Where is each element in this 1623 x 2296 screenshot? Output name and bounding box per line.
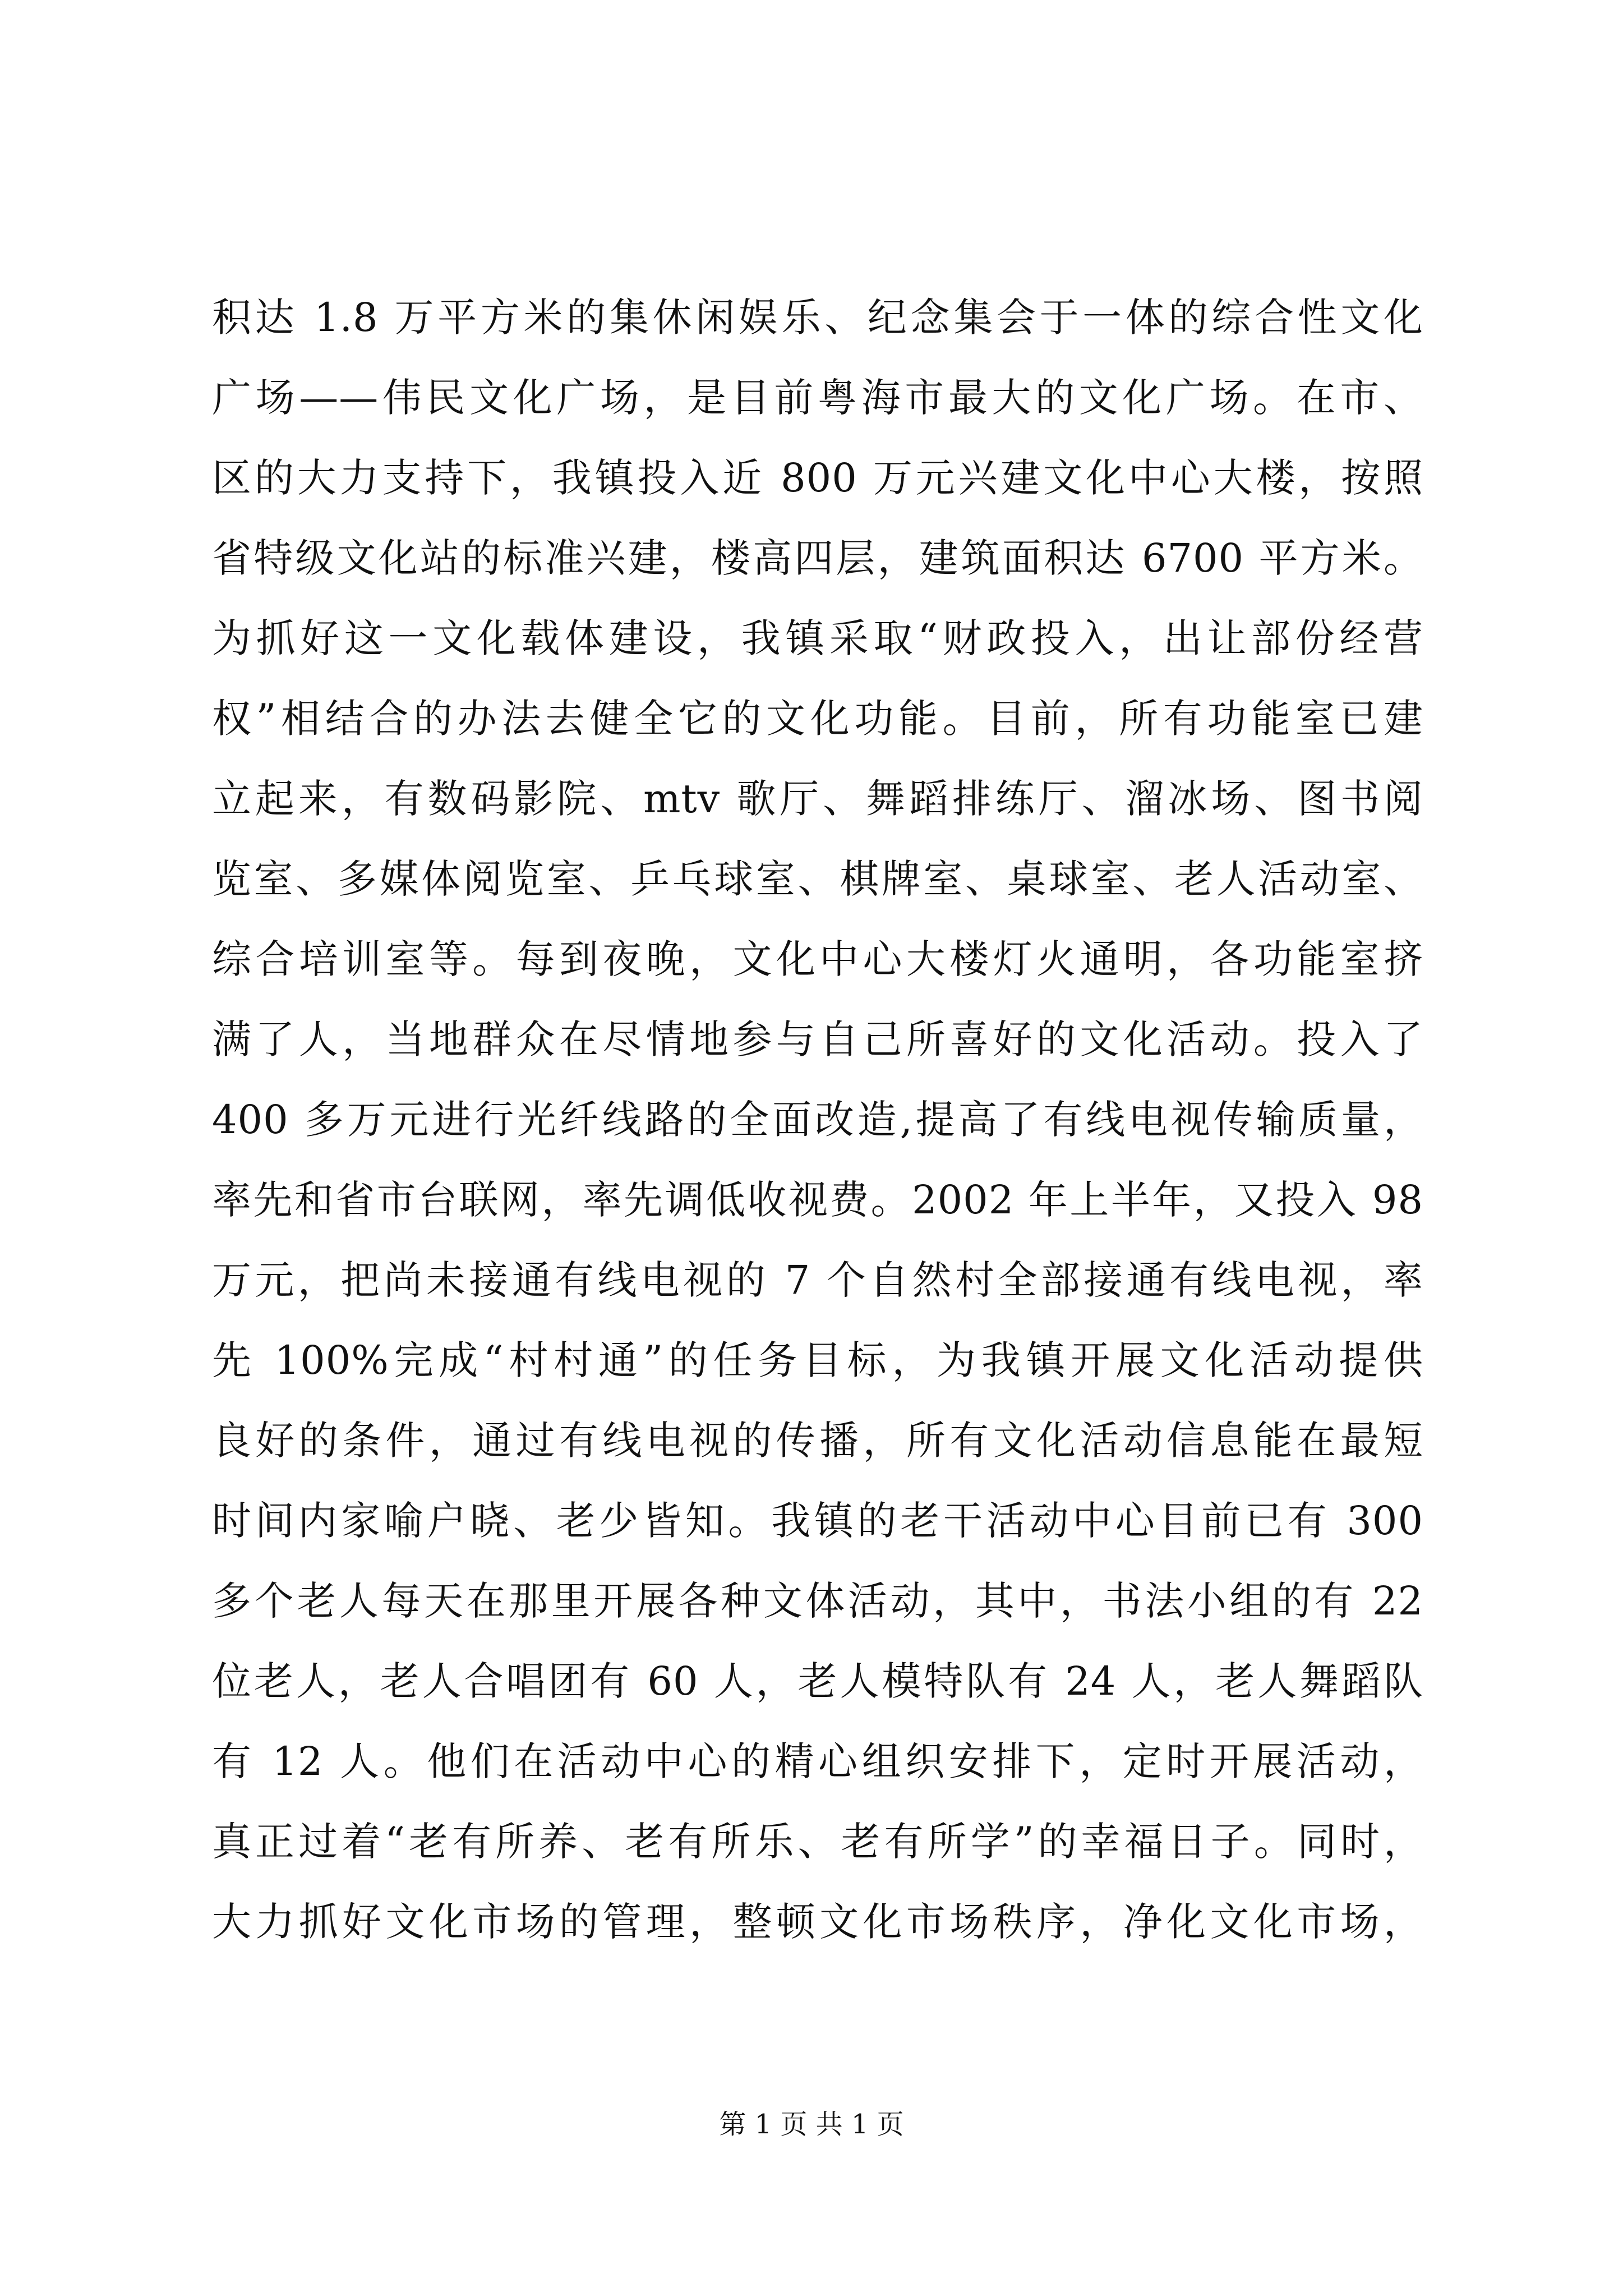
text-line-6: 权”相结合的办法去健全它的文化功能。目前，所有功能室已建 [212,696,1423,742]
text-line-1: 积达 1.8 万平方米的集休闲娱乐、纪念集会于一体的综合性文化 [212,295,1423,341]
text-line-2: 广场——伟民文化广场，是目前粤海市最大的文化广场。在市、 [212,375,1423,421]
text-line-7: 立起来，有数码影院、mtv 歌厅、舞蹈排练厅、溜冰场、图书阅 [212,776,1423,822]
text-line-8: 览室、多媒体阅览室、乒乓球室、棋牌室、桌球室、老人活动室、 [212,856,1423,902]
text-line-18: 位老人，老人合唱团有 60 人，老人模特队有 24 人，老人舞蹈队 [212,1658,1423,1704]
text-line-9: 综合培训室等。每到夜晚，文化中心大楼灯火通明，各功能室挤 [212,936,1423,982]
text-line-10: 满了人，当地群众在尽情地参与自己所喜好的文化活动。投入了 [212,1016,1423,1062]
text-line-4: 省特级文化站的标准兴建，楼高四层，建筑面积达 6700 平方米。 [212,535,1423,581]
text-line-11: 400 多万元进行光纤线路的全面改造,提高了有线电视传输质量， [212,1097,1423,1143]
page-footer [0,2105,1623,2144]
body-paragraph [212,278,1423,1962]
text-line-21: 大力抓好文化市场的管理，整顿文化市场秩序，净化文化市场， [212,1899,1423,1945]
text-line-17: 多个老人每天在那里开展各种文体活动，其中，书法小组的有 22 [212,1578,1423,1624]
page-number-label: 第 1 页 共 1 页 [719,2109,904,2140]
text-line-14: 先 100%完成“村村通”的任务目标，为我镇开展文化活动提供 [212,1337,1423,1383]
text-line-16: 时间内家喻户晓、老少皆知。我镇的老干活动中心目前已有 300 [212,1498,1423,1544]
text-line-13: 万元，把尚未接通有线电视的 7 个自然村全部接通有线电视，率 [212,1257,1423,1303]
text-line-3: 区的大力支持下，我镇投入近 800 万元兴建文化中心大楼，按照 [212,455,1423,501]
text-line-19: 有 12 人。他们在活动中心的精心组织安排下，定时开展活动， [212,1738,1423,1784]
text-line-15: 良好的条件，通过有线电视的传播，所有文化活动信息能在最短 [212,1418,1423,1464]
text-line-5: 为抓好这一文化载体建设，我镇采取“财政投入，出让部份经营 [212,615,1423,661]
text-line-12: 率先和省市台联网，率先调低收视费。2002 年上半年，又投入 98 [212,1177,1423,1223]
text-line-20: 真正过着“老有所养、老有所乐、老有所学”的幸福日子。同时， [212,1819,1423,1865]
